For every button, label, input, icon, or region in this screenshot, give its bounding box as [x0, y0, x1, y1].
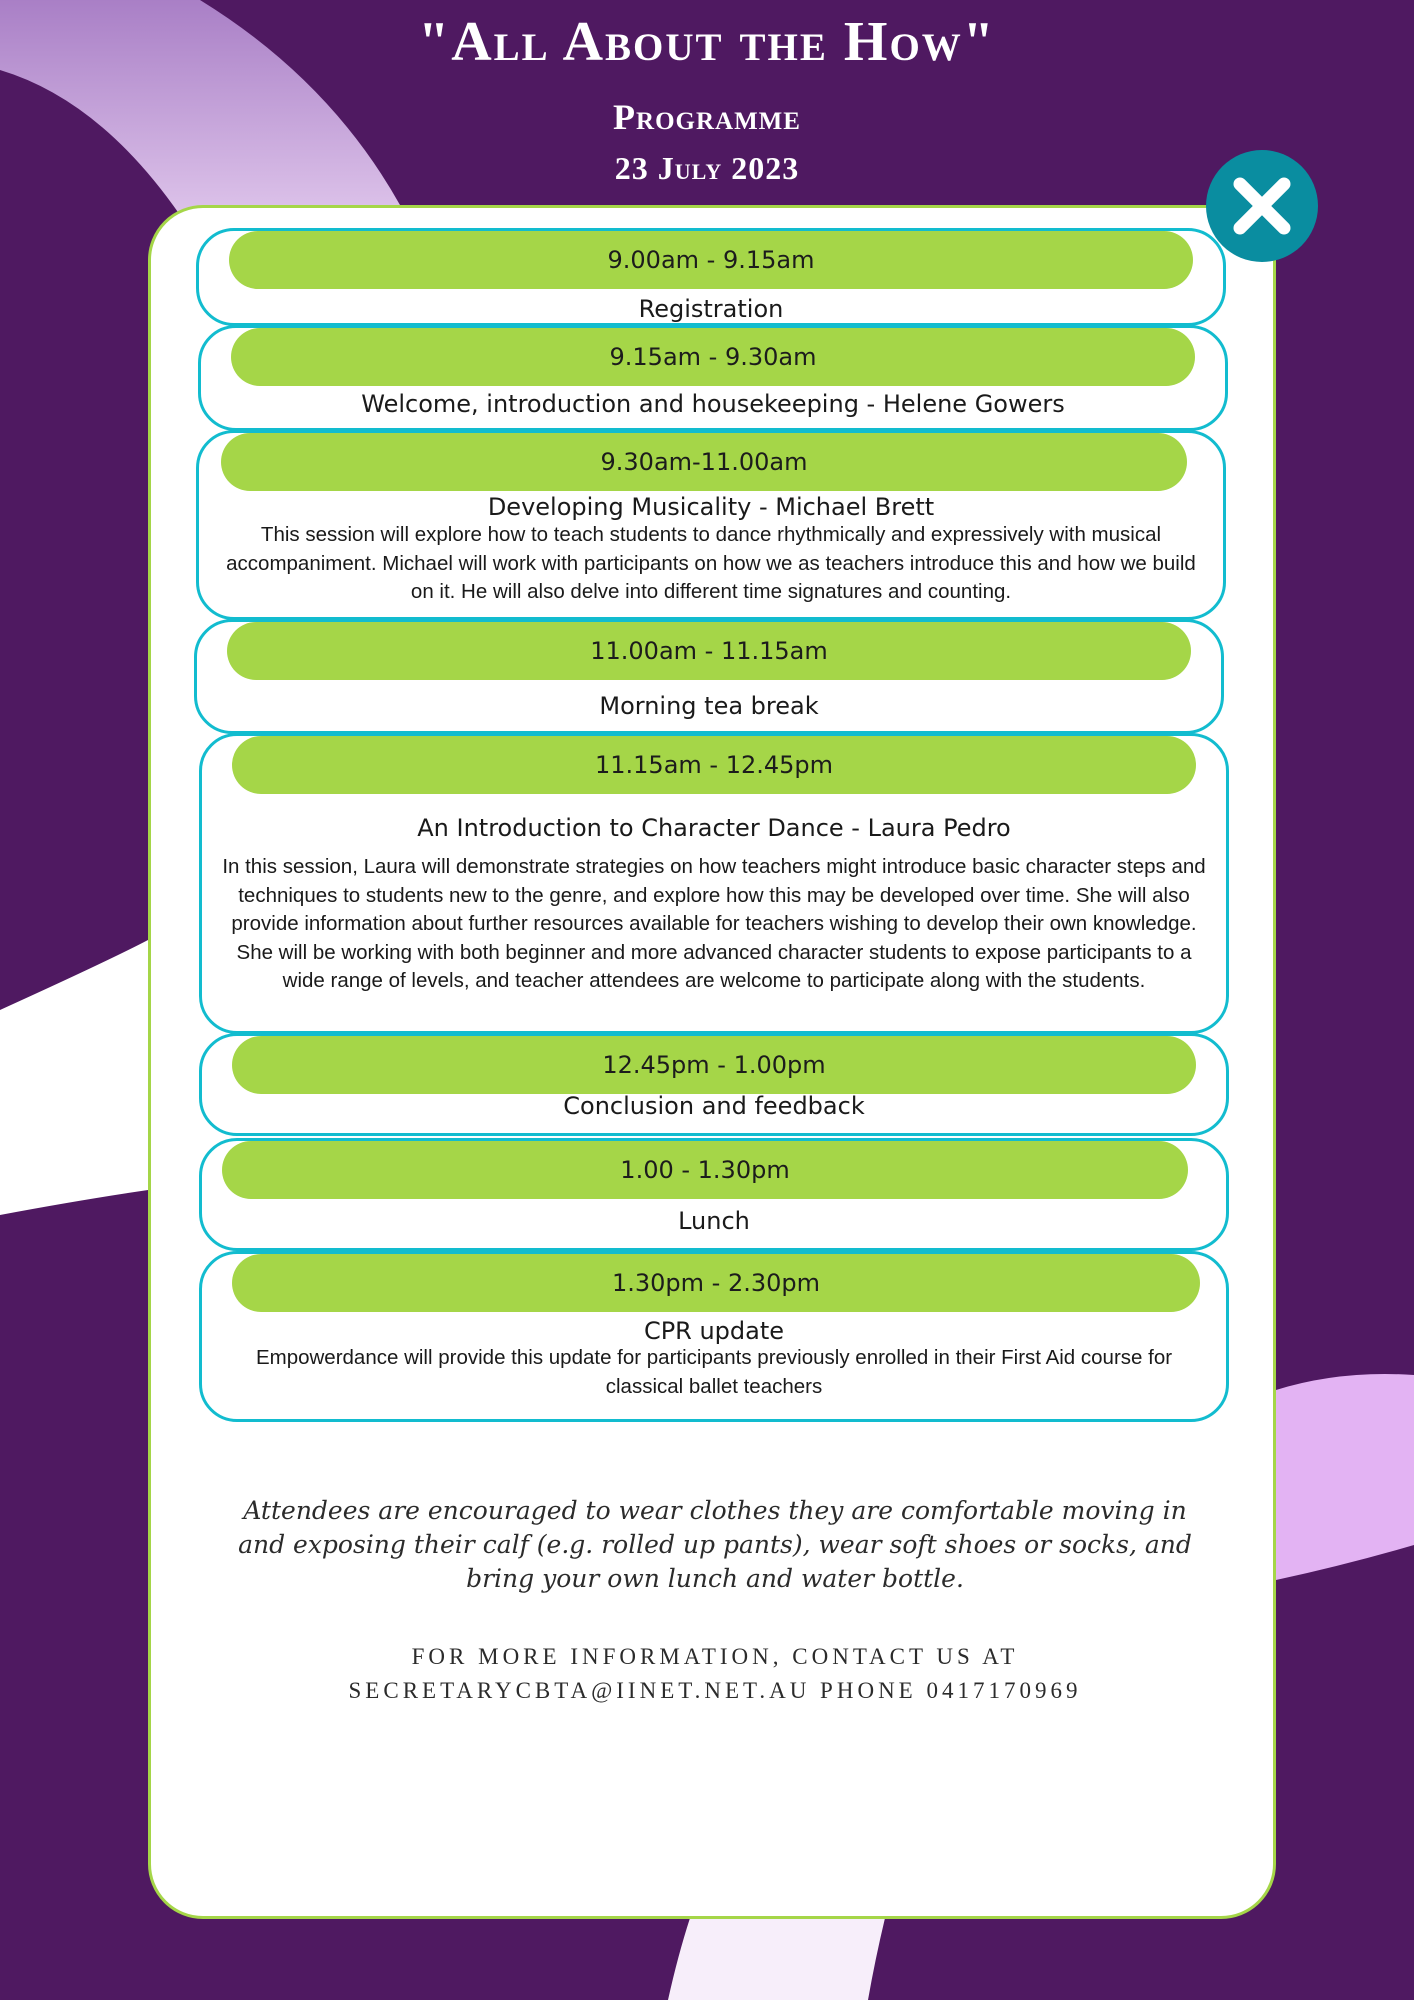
contact-info [200, 1640, 1230, 1708]
session-time: 11.00am - 11.15am [227, 622, 1191, 680]
session-time: 9.30am-11.00am [221, 433, 1187, 491]
contact-line: FOR MORE INFORMATION, CONTACT US AT [411, 1644, 1019, 1669]
session-item [194, 619, 1224, 734]
session-item [199, 1138, 1229, 1251]
close-icon [1232, 176, 1292, 236]
session-description: In this session, Laura will demonstrate strategies on how teachers might introduce basic character steps and techniques to students new to the genre, and explore how this may be developed over time. She will also provide information about further resources available for teachers wishing to develop their own knowledge. She will be working with both beginner and more advanced character students to expose participants to a wide range of levels, and teacher attendees are welcome to participate along with the students. [222, 855, 1206, 992]
session-item [196, 228, 1226, 326]
page-subtitle: Programme [613, 97, 801, 137]
session-item [199, 733, 1229, 1034]
session-title: Conclusion and feedback [563, 1092, 865, 1120]
session-item [199, 1033, 1229, 1136]
session-item [196, 430, 1226, 620]
session-description: Empowerdance will provide this update for participants previously enrolled in their First Aid course for classical ballet teachers [255, 1346, 1173, 1398]
session-title: Lunch [678, 1207, 750, 1235]
session-time: 11.15am - 12.45pm [232, 736, 1196, 794]
session-time: 1.30pm - 2.30pm [232, 1254, 1200, 1312]
session-time: 9.15am - 9.30am [231, 328, 1195, 386]
session-time: 12.45pm - 1.00pm [232, 1036, 1196, 1094]
session-item [199, 1251, 1229, 1422]
session-time: 1.00 - 1.30pm [222, 1141, 1188, 1199]
event-date: 23 July 2023 [614, 150, 800, 186]
session-time: 9.00am - 9.15am [229, 231, 1193, 289]
session-item [198, 325, 1228, 431]
close-button[interactable] [1206, 150, 1318, 262]
session-description: This session will explore how to teach students to dance rhythmically and expressively with musical accompaniment. Michael will work with participants on how we as teachers introduce this and how we build on it. He will also delve into different time signatures and counting. [226, 523, 1196, 603]
session-title: Developing Musicality - Michael Brett [487, 493, 935, 521]
session-title: Registration [638, 295, 784, 323]
session-title: An Introduction to Character Dance - Laura Pedro [417, 814, 1011, 842]
session-title: Welcome, introduction and housekeeping - Helene Gowers [361, 390, 1065, 418]
attendee-note: Attendees are encouraged to wear clothes they are comfortable moving in and exposing their calf (e.g. rolled up pants), wear soft shoes or socks, and bring your own lunch and water bottle. [238, 1496, 1192, 1593]
page-title: "All About the How" [418, 11, 996, 73]
session-title: CPR update [643, 1317, 785, 1345]
session-title: Morning tea break [599, 692, 819, 720]
contact-email-phone: SECRETARYCBTA@IINET.NET.AU PHONE 0417170969 [348, 1678, 1082, 1703]
